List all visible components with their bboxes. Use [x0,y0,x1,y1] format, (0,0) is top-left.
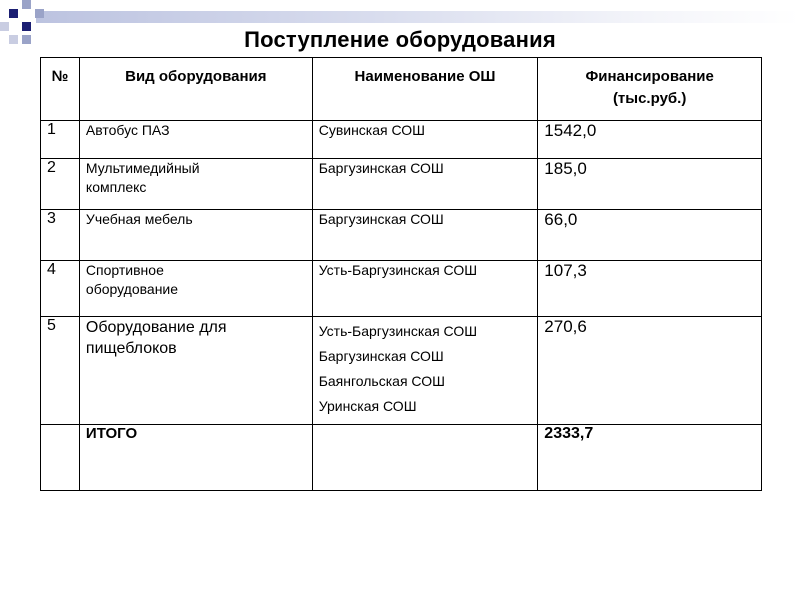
total-num-cell [41,425,80,491]
school-name: Баянгольская СОШ [318,373,445,389]
header-num: № [41,58,80,121]
header-finance-line2: (тыс.руб.) [612,90,687,107]
gradient-band [36,11,800,23]
row-schools [312,317,538,425]
row-school: Баргузинская СОШ [312,159,538,210]
table-header-row [41,58,762,121]
table-total-row [41,425,762,491]
row-num: 2 [41,159,80,210]
total-finance: 2333,7 [538,425,762,491]
school-name: Уринская СОШ [318,398,417,414]
row-type: Мультимедийный комплекс [79,159,312,210]
table-row [41,261,762,317]
row-school: Усть-Баргузинская СОШ [312,261,538,317]
header-school: Наименование ОШ [312,58,538,121]
row-school: Баргузинская СОШ [312,210,538,261]
table-row [41,317,762,425]
table-row [41,210,762,261]
row-finance: 185,0 [538,159,762,210]
row-type: Автобус ПАЗ [79,121,312,159]
row-type: Оборудование для пищеблоков [79,317,312,425]
header-finance [538,58,762,121]
header-finance-line1: Финансирование [585,68,714,85]
row-finance: 1542,0 [538,121,762,159]
row-num: 1 [41,121,80,159]
decor-square [35,9,44,18]
row-num: 4 [41,261,80,317]
row-finance: 270,6 [538,317,762,425]
table-row [41,121,762,159]
page-title [0,27,800,53]
total-school-cell [312,425,538,491]
page-title-text: Поступление оборудования [244,27,556,52]
row-type: Спортивное оборудование [79,261,312,317]
decor-square [22,0,31,9]
header-type: Вид оборудования [79,58,312,121]
total-label: ИТОГО [79,425,312,491]
school-name: Усть-Баргузинская СОШ [318,323,478,339]
equipment-table [40,57,762,491]
row-num: 3 [41,210,80,261]
school-name: Баргузинская СОШ [318,348,444,364]
row-school: Сувинская СОШ [312,121,538,159]
row-finance: 66,0 [538,210,762,261]
row-type: Учебная мебель [79,210,312,261]
table-row [41,159,762,210]
row-finance: 107,3 [538,261,762,317]
row-num: 5 [41,317,80,425]
decor-square [9,9,18,18]
